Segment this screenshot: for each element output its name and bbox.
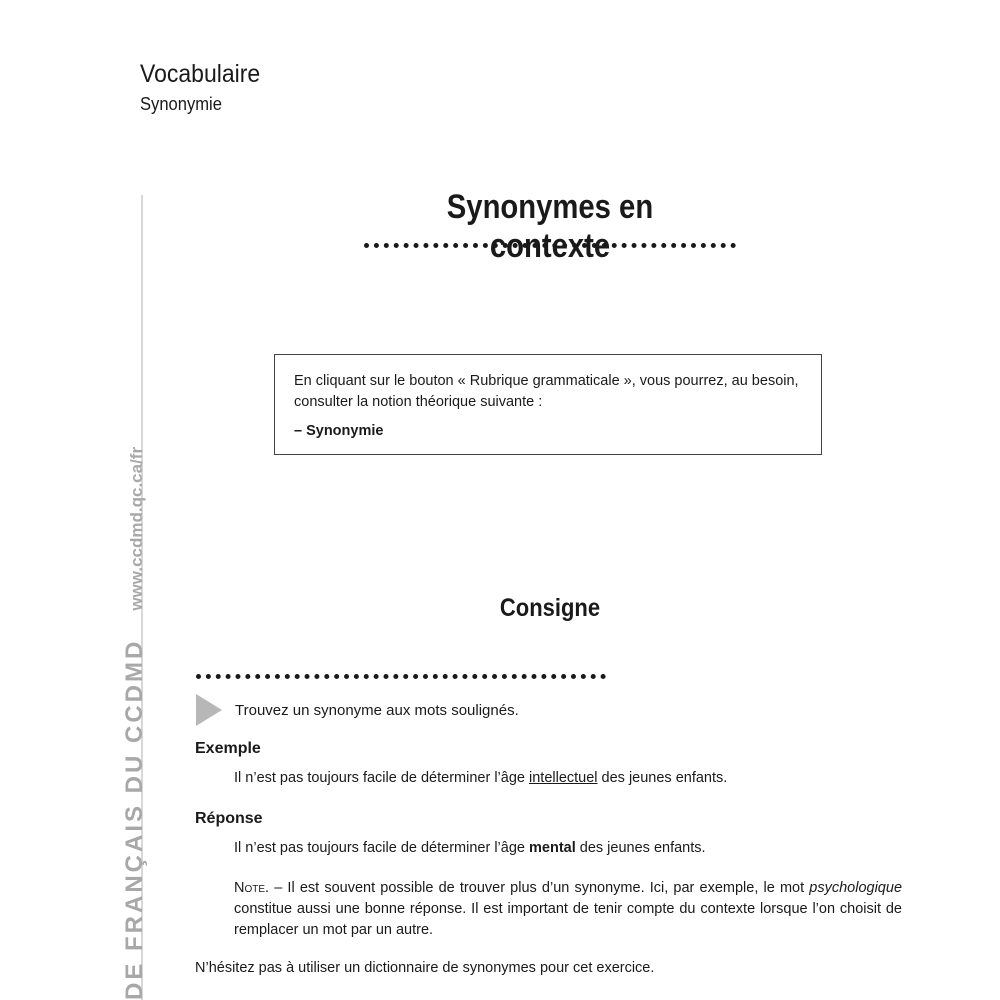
side-brand-text: DE FRANÇAIS DU CCDMD: [121, 638, 148, 1000]
example-underlined-word: intellectuel: [529, 770, 598, 786]
section-title: Vocabulaire: [140, 60, 261, 88]
example-text-after: des jeunes enfants.: [597, 770, 728, 786]
footer-text: N’hésitez pas à utiliser un dictionnaire de synonymes pour cet exercice.: [195, 960, 655, 976]
answer-sentence: [234, 838, 706, 859]
consigne-heading: Consigne: [499, 594, 601, 622]
page-title: Synonymes en contexte: [446, 188, 654, 265]
note-paragraph: [234, 878, 902, 941]
info-box-item: – Synonymie: [294, 423, 384, 439]
section-subtitle: Synonymie: [140, 94, 222, 114]
answer-bold-word: mental: [529, 840, 576, 856]
instruction-text: Trouvez un synonyme aux mots soulignés.: [235, 701, 519, 719]
answer-text-before: Il n’est pas toujours facile de déterminer l’âge: [234, 840, 529, 856]
note-label: Note. –: [234, 880, 283, 896]
example-label: Exemple: [195, 740, 261, 757]
info-box: [274, 354, 822, 455]
side-url-text: www.ccdmd.qc.ca/fr: [127, 446, 146, 611]
info-box-text: En cliquant sur le bouton « Rubrique grammaticale », vous pourrez, au besoin, consulter la notion théorique suivante :: [294, 373, 799, 410]
note-text-part2: constitue aussi une bonne réponse. Il est important de tenir compte du contexte lorsque l’on choisit de remplacer un mot par un autre.: [234, 901, 902, 938]
instruction-row: [196, 694, 519, 726]
note-text-part1: Il est souvent possible de trouver plus d’un synonyme. Ici, par exemple, le mot: [282, 880, 810, 896]
example-sentence: [234, 768, 727, 789]
side-branding: [121, 447, 149, 1000]
example-text-before: Il n’est pas toujours facile de déterminer l’âge: [234, 770, 529, 786]
answer-label: Réponse: [195, 810, 263, 827]
note-italic-word: psychologique: [809, 880, 903, 896]
answer-text-after: des jeunes enfants.: [575, 840, 706, 856]
consigne-dotted-rule: [196, 674, 606, 679]
play-arrow-icon: [196, 694, 222, 726]
title-dotted-rule: [364, 243, 736, 248]
